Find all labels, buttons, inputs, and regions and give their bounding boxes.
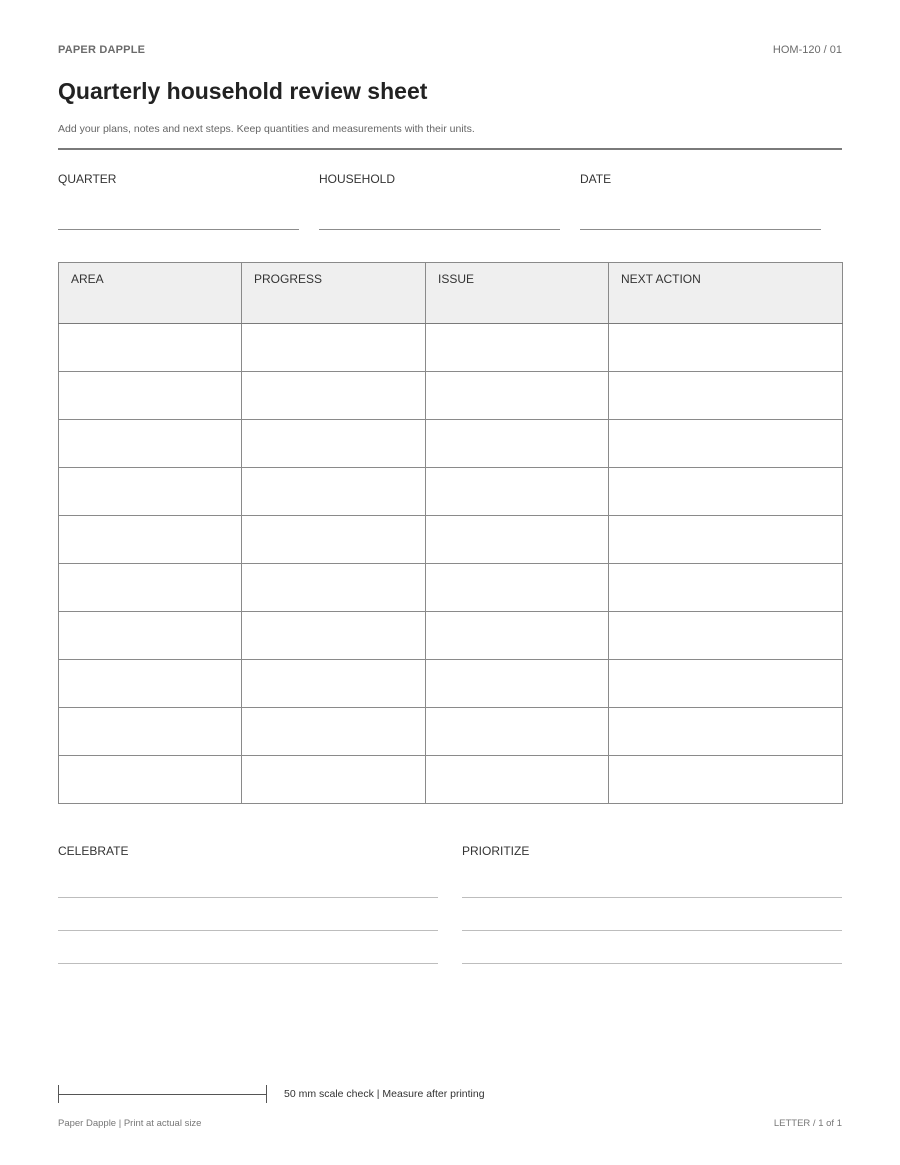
table-cell-next-action[interactable] <box>609 420 843 468</box>
quarter-label: QUARTER <box>58 172 117 186</box>
household-label: HOUSEHOLD <box>319 172 396 186</box>
table-row <box>59 756 843 804</box>
table-row <box>59 564 843 612</box>
review-table <box>58 262 843 804</box>
form-code: HOM-120 / 01 <box>772 44 842 56</box>
table-row <box>59 420 843 468</box>
table-cell-issue[interactable] <box>426 756 609 804</box>
table-cell-issue[interactable] <box>426 516 609 564</box>
celebrate-line[interactable] <box>58 897 438 898</box>
prioritize-label: PRIORITIZE <box>462 844 530 858</box>
table-cell-issue[interactable] <box>426 612 609 660</box>
prioritize-line[interactable] <box>462 930 842 931</box>
scale-check-text: 50 mm scale check | Measure after printing <box>284 1088 485 1100</box>
table-cell-area[interactable] <box>59 372 242 420</box>
table-cell-issue[interactable] <box>426 564 609 612</box>
scale-tick-right <box>266 1085 267 1103</box>
table-cell-next-action[interactable] <box>609 564 843 612</box>
celebrate-line[interactable] <box>58 963 438 964</box>
table-row <box>59 324 843 372</box>
table-header-row <box>59 263 843 324</box>
table-cell-area[interactable] <box>59 468 242 516</box>
column-header-next-action: NEXT ACTION <box>609 263 843 324</box>
table-cell-area[interactable] <box>59 564 242 612</box>
column-header-issue: ISSUE <box>426 263 609 324</box>
table-cell-issue[interactable] <box>426 420 609 468</box>
table-cell-next-action[interactable] <box>609 660 843 708</box>
table-cell-progress[interactable] <box>242 564 426 612</box>
table-cell-progress[interactable] <box>242 468 426 516</box>
footer-right: LETTER / 1 of 1 <box>773 1118 842 1129</box>
date-label: DATE <box>580 172 612 186</box>
table-cell-next-action[interactable] <box>609 372 843 420</box>
table-cell-issue[interactable] <box>426 468 609 516</box>
celebrate-line[interactable] <box>58 930 438 931</box>
page-subtitle: Add your plans, notes and next steps. Keep quantities and measurements with their units. <box>58 123 475 135</box>
prioritize-line[interactable] <box>462 897 842 898</box>
table-cell-issue[interactable] <box>426 372 609 420</box>
brand-name: PAPER DAPPLE <box>58 44 146 56</box>
table-cell-progress[interactable] <box>242 708 426 756</box>
prioritize-line[interactable] <box>462 963 842 964</box>
table-cell-progress[interactable] <box>242 420 426 468</box>
table-row <box>59 516 843 564</box>
table-row <box>59 468 843 516</box>
table-cell-progress[interactable] <box>242 756 426 804</box>
household-field[interactable] <box>319 229 560 230</box>
scale-bar <box>58 1085 267 1103</box>
table-row <box>59 708 843 756</box>
table-cell-progress[interactable] <box>242 660 426 708</box>
quarter-field[interactable] <box>58 229 299 230</box>
date-field[interactable] <box>580 229 821 230</box>
table-cell-progress[interactable] <box>242 612 426 660</box>
page-title: Quarterly household review sheet <box>58 78 428 104</box>
table-cell-next-action[interactable] <box>609 516 843 564</box>
table-cell-area[interactable] <box>59 324 242 372</box>
column-header-progress: PROGRESS <box>242 263 426 324</box>
table-row <box>59 612 843 660</box>
table-cell-next-action[interactable] <box>609 756 843 804</box>
table-cell-area[interactable] <box>59 420 242 468</box>
table-cell-area[interactable] <box>59 612 242 660</box>
table-cell-area[interactable] <box>59 516 242 564</box>
column-header-area: AREA <box>59 263 242 324</box>
header-divider <box>58 148 842 150</box>
table-row <box>59 660 843 708</box>
table-cell-issue[interactable] <box>426 708 609 756</box>
table-cell-area[interactable] <box>59 708 242 756</box>
table-cell-issue[interactable] <box>426 324 609 372</box>
table-cell-next-action[interactable] <box>609 708 843 756</box>
footer-left: Paper Dapple | Print at actual size <box>58 1118 202 1129</box>
celebrate-label: CELEBRATE <box>58 844 129 858</box>
table-cell-next-action[interactable] <box>609 612 843 660</box>
table-cell-area[interactable] <box>59 756 242 804</box>
table-cell-next-action[interactable] <box>609 468 843 516</box>
table-row <box>59 372 843 420</box>
scale-line <box>58 1094 267 1095</box>
table-body <box>59 324 843 804</box>
table-cell-progress[interactable] <box>242 324 426 372</box>
table-cell-progress[interactable] <box>242 372 426 420</box>
table-cell-progress[interactable] <box>242 516 426 564</box>
table-cell-issue[interactable] <box>426 660 609 708</box>
table-cell-next-action[interactable] <box>609 324 843 372</box>
table-cell-area[interactable] <box>59 660 242 708</box>
